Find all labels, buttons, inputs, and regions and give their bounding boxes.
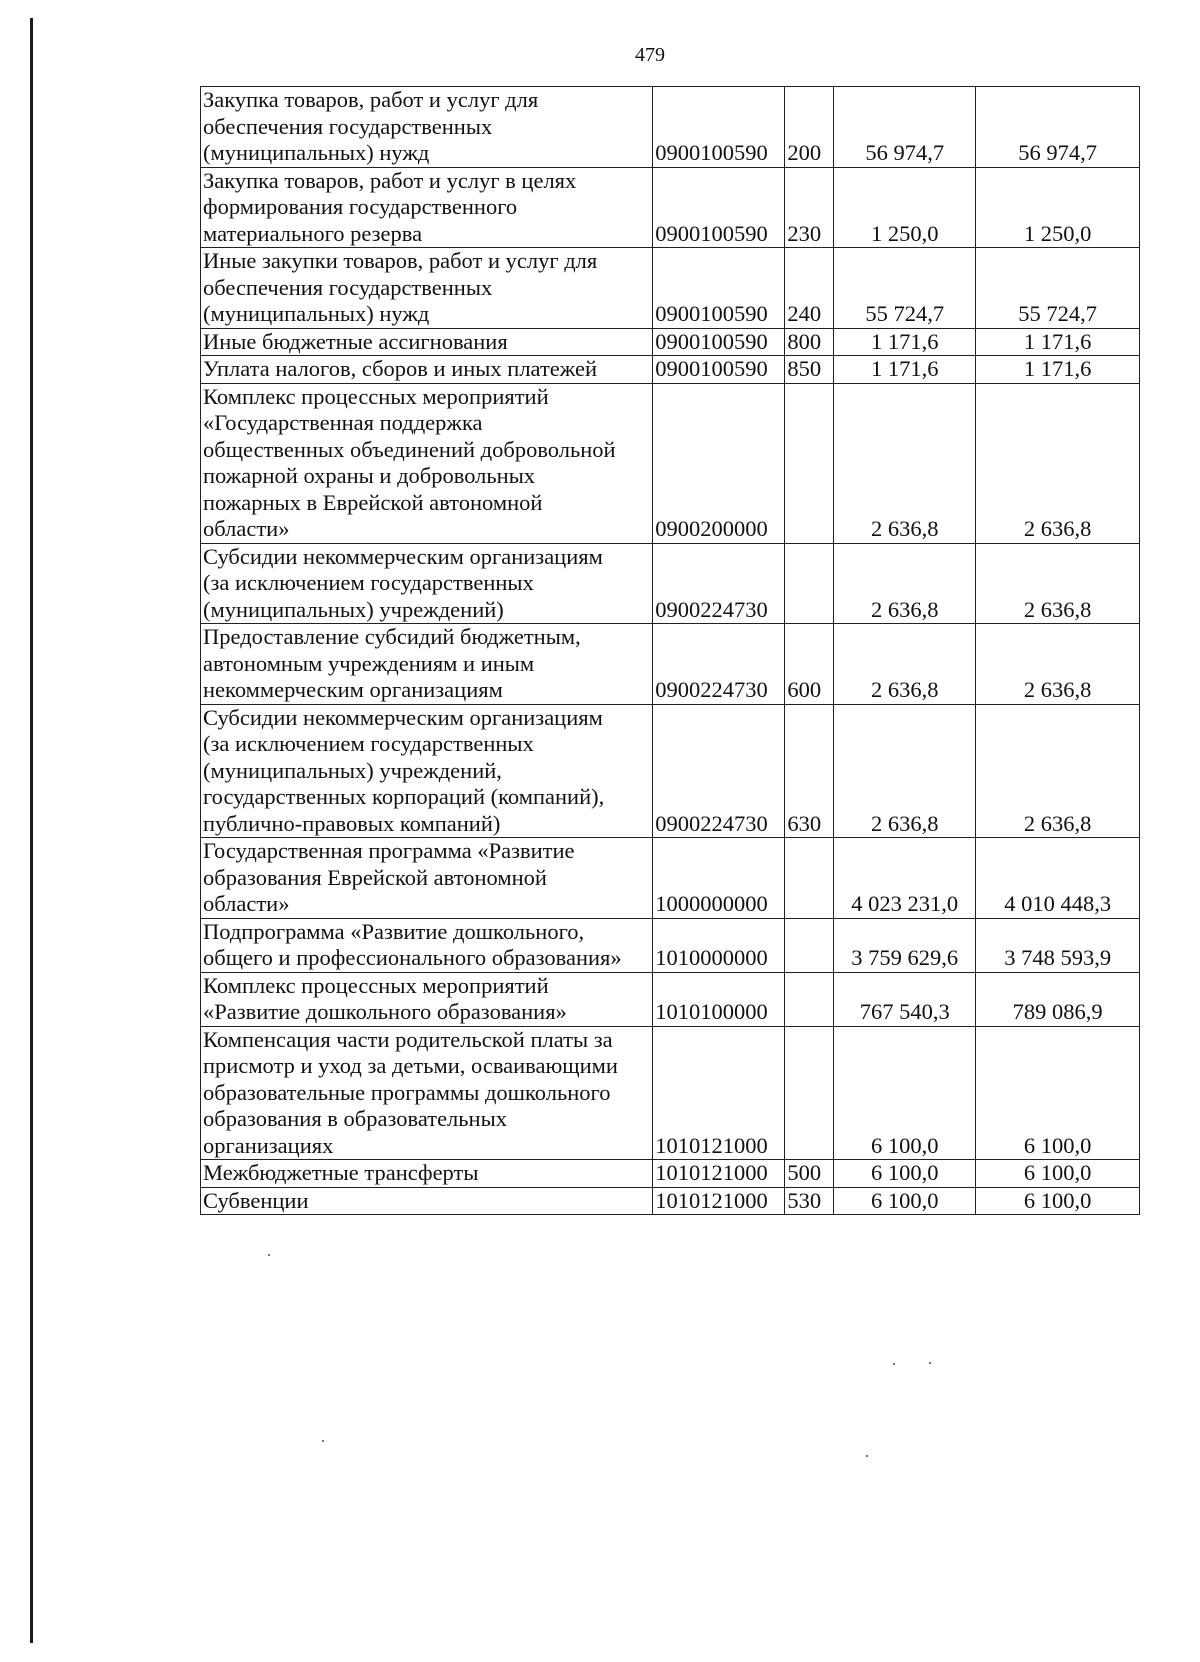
- row-year2-amount-cell: 1 250,0: [976, 167, 1140, 248]
- table-row: [201, 838, 1140, 919]
- table-row: [201, 624, 1140, 705]
- row-year1-amount-cell: 3 759 629,6: [834, 918, 976, 972]
- row-name-cell: Государственная программа «Развитие образования Еврейской автономной области»: [201, 838, 653, 919]
- row-year2-amount-cell: 2 636,8: [976, 543, 1140, 624]
- table-row: [201, 1026, 1140, 1160]
- row-code-cell: 1010121000: [653, 1026, 785, 1160]
- row-type-cell: [785, 1026, 834, 1160]
- row-type-cell: [785, 543, 834, 624]
- row-name-cell: Межбюджетные трансферты: [201, 1160, 653, 1188]
- row-code-cell: 1010121000: [653, 1187, 785, 1215]
- row-name-cell: Субвенции: [201, 1187, 653, 1215]
- row-name-cell: Уплата налогов, сборов и иных платежей: [201, 356, 653, 384]
- row-year1-amount-cell: 2 636,8: [834, 543, 976, 624]
- row-type-cell: 850: [785, 356, 834, 384]
- row-type-cell: 800: [785, 328, 834, 356]
- scan-speck: [268, 1254, 270, 1256]
- row-code-cell: 0900224730: [653, 624, 785, 705]
- row-year1-amount-cell: 1 250,0: [834, 167, 976, 248]
- row-name-cell: Подпрограмма «Развитие дошкольного, общего и профессионального образования»: [201, 918, 653, 972]
- row-code-cell: 0900100590: [653, 248, 785, 329]
- row-type-cell: [785, 918, 834, 972]
- scan-speck: [866, 1455, 868, 1457]
- row-type-cell: 530: [785, 1187, 834, 1215]
- row-name-cell: Компенсация части родительской платы за присмотр и уход за детьми, осваивающими образовательные программы дошкольного образования в образовательных организациях: [201, 1026, 653, 1160]
- row-year1-amount-cell: 6 100,0: [834, 1026, 976, 1160]
- row-year2-amount-cell: 56 974,7: [976, 87, 1140, 168]
- row-type-cell: 230: [785, 167, 834, 248]
- table-row: [201, 972, 1140, 1026]
- row-code-cell: 0900224730: [653, 704, 785, 838]
- row-year1-amount-cell: 2 636,8: [834, 624, 976, 705]
- row-code-cell: 0900200000: [653, 383, 785, 543]
- table-row: [201, 383, 1140, 543]
- row-year2-amount-cell: 2 636,8: [976, 704, 1140, 838]
- row-type-cell: [785, 383, 834, 543]
- row-name-cell: Комплекс процессных мероприятий «Развитие дошкольного образования»: [201, 972, 653, 1026]
- row-name-cell: Закупка товаров, работ и услуг для обеспечения государственных (муниципальных) нужд: [201, 87, 653, 168]
- row-name-cell: Иные бюджетные ассигнования: [201, 328, 653, 356]
- row-year1-amount-cell: 2 636,8: [834, 383, 976, 543]
- row-year1-amount-cell: 56 974,7: [834, 87, 976, 168]
- row-year2-amount-cell: 1 171,6: [976, 328, 1140, 356]
- row-year1-amount-cell: 6 100,0: [834, 1187, 976, 1215]
- row-type-cell: [785, 972, 834, 1026]
- row-name-cell: Комплекс процессных мероприятий «Государственная поддержка общественных объединений добровольной пожарной охраны и добровольных пожарных в Еврейской автономной области»: [201, 383, 653, 543]
- row-year1-amount-cell: 4 023 231,0: [834, 838, 976, 919]
- row-type-cell: 200: [785, 87, 834, 168]
- row-name-cell: Иные закупки товаров, работ и услуг для обеспечения государственных (муниципальных) нужд: [201, 248, 653, 329]
- row-code-cell: 1010100000: [653, 972, 785, 1026]
- row-year1-amount-cell: 1 171,6: [834, 328, 976, 356]
- table-row: [201, 356, 1140, 384]
- row-year1-amount-cell: 55 724,7: [834, 248, 976, 329]
- row-type-cell: 630: [785, 704, 834, 838]
- row-year2-amount-cell: 55 724,7: [976, 248, 1140, 329]
- row-name-cell: Субсидии некоммерческим организациям (за исключением государственных (муниципальных) учреждений, государственных корпораций (компаний), публично-правовых компаний): [201, 704, 653, 838]
- row-code-cell: 0900100590: [653, 167, 785, 248]
- scan-speck: [322, 1440, 324, 1442]
- page-number: 479: [635, 44, 665, 66]
- row-year2-amount-cell: 2 636,8: [976, 383, 1140, 543]
- row-year2-amount-cell: 6 100,0: [976, 1026, 1140, 1160]
- row-code-cell: 1010121000: [653, 1160, 785, 1188]
- row-code-cell: 0900224730: [653, 543, 785, 624]
- table-row: [201, 328, 1140, 356]
- binding-edge-line: [30, 18, 33, 1643]
- row-type-cell: 600: [785, 624, 834, 705]
- row-year2-amount-cell: 4 010 448,3: [976, 838, 1140, 919]
- budget-table-body: [201, 87, 1140, 1215]
- table-row: [201, 704, 1140, 838]
- table-row: [201, 167, 1140, 248]
- row-year1-amount-cell: 767 540,3: [834, 972, 976, 1026]
- row-type-cell: 500: [785, 1160, 834, 1188]
- row-code-cell: 0900100590: [653, 356, 785, 384]
- scan-speck: [893, 1363, 895, 1365]
- table-row: [201, 248, 1140, 329]
- row-year2-amount-cell: 1 171,6: [976, 356, 1140, 384]
- row-name-cell: Предоставление субсидий бюджетным, автономным учреждениям и иным некоммерческим организациям: [201, 624, 653, 705]
- table-row: [201, 918, 1140, 972]
- row-code-cell: 0900100590: [653, 87, 785, 168]
- row-year1-amount-cell: 2 636,8: [834, 704, 976, 838]
- row-year2-amount-cell: 6 100,0: [976, 1187, 1140, 1215]
- table-row: [201, 87, 1140, 168]
- table-row: [201, 543, 1140, 624]
- scan-speck: [929, 1362, 931, 1364]
- row-type-cell: [785, 838, 834, 919]
- row-code-cell: 0900100590: [653, 328, 785, 356]
- table-row: [201, 1187, 1140, 1215]
- row-type-cell: 240: [785, 248, 834, 329]
- row-name-cell: Субсидии некоммерческим организациям (за исключением государственных (муниципальных) учреждений): [201, 543, 653, 624]
- row-year2-amount-cell: 2 636,8: [976, 624, 1140, 705]
- row-year2-amount-cell: 3 748 593,9: [976, 918, 1140, 972]
- budget-table: [200, 86, 1140, 1215]
- row-year2-amount-cell: 6 100,0: [976, 1160, 1140, 1188]
- row-year2-amount-cell: 789 086,9: [976, 972, 1140, 1026]
- row-name-cell: Закупка товаров, работ и услуг в целях формирования государственного материального резерва: [201, 167, 653, 248]
- row-year1-amount-cell: 6 100,0: [834, 1160, 976, 1188]
- row-code-cell: 1010000000: [653, 918, 785, 972]
- row-year1-amount-cell: 1 171,6: [834, 356, 976, 384]
- row-code-cell: 1000000000: [653, 838, 785, 919]
- table-row: [201, 1160, 1140, 1188]
